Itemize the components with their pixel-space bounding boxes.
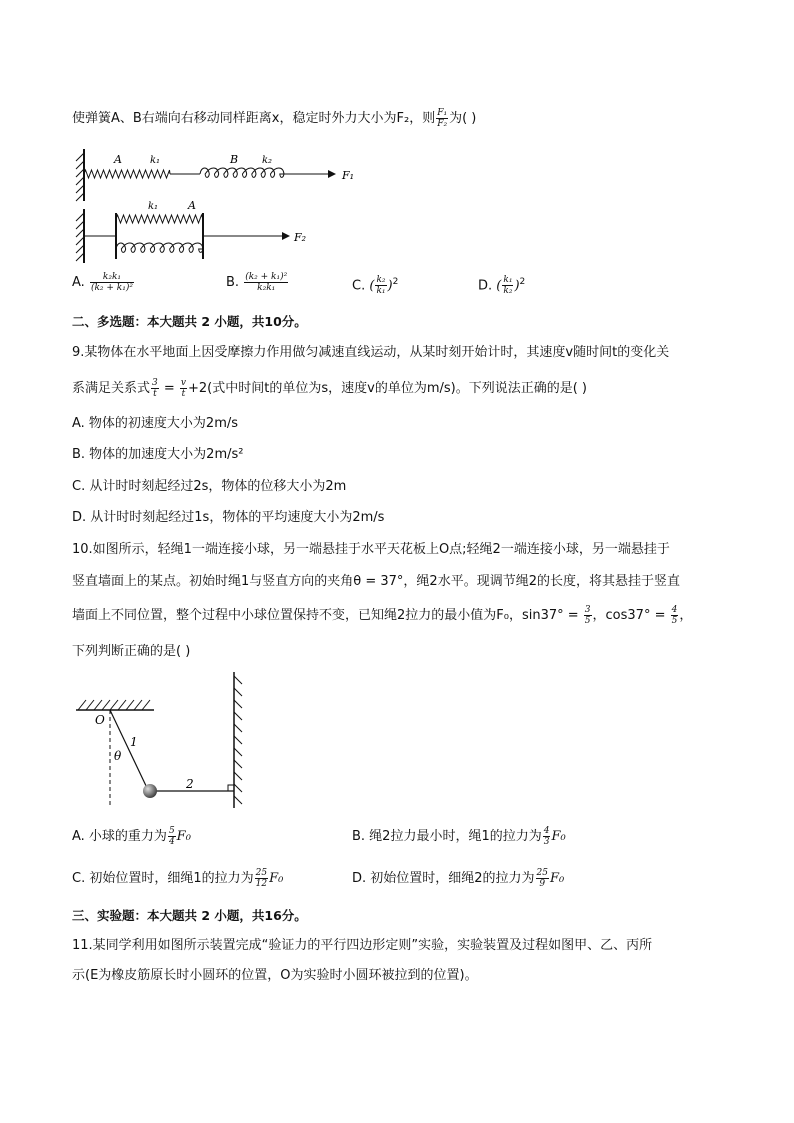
q8-option-d-power: 2 [519,277,526,287]
q10-option-c-text: C. 初始位置时，细绳1的拉力为 [72,871,254,886]
q8-option-c-num: k₂ [376,275,386,286]
q8-option-c-paren-open: ( [369,278,375,294]
q9-frac2-num: v [180,378,187,388]
q10-cos-frac [671,605,679,626]
q8-option-d-paren-close: ) [514,278,520,294]
q8-option-a-letter: A. [72,275,85,290]
q11-stem-line2: 示(E为橡皮筋原长时小圆环的位置，O为实验时小圆环被拉到的位置)。 [72,968,478,983]
q8-stem [72,108,476,129]
q10-option-b-text: B. 绳2拉力最小时，绳1的拉力为 [352,829,542,844]
q8-stem-tail: 为( ) [449,111,477,126]
q9-stem-prefix: 系满足关系式 [72,381,151,396]
q10-stem-line1: 10.如图所示，轻绳1一端连接小球，另一端悬挂于水平天花板上O点;轻绳2一端连接小球，另一端悬挂于 [72,542,670,557]
q8-option-d-letter: D. [478,278,493,294]
q10-option-b-num: 4 [543,826,550,836]
q9-option-d[interactable]: D. 从计时时刻起经过1s，物体的平均速度大小为2m/s [72,510,385,525]
q10-option-d-den: 9 [539,879,546,889]
q10-option-b[interactable] [352,826,566,847]
label-A-bottom: A [188,199,196,212]
q8-option-a-frac [90,272,134,293]
q9-frac-3-over-t [151,378,159,399]
q11-stem-line1: 11.某同学利用如图所示装置完成“验证力的平行四边形定则”实验，实验装置及过程如图甲、乙、丙所 [72,938,653,953]
q9-option-a[interactable]: A. 物体的初速度大小为2m/s [72,416,239,431]
q10-option-b-unit: F₀ [551,829,566,844]
q10-option-d[interactable] [352,868,564,889]
q10-option-c-den: 12 [255,879,268,889]
q8-spring-figure [70,145,370,265]
q8-stem-fraction [436,108,448,129]
label-k1-top: k₁ [150,155,161,166]
q10-pendulum-figure [70,668,260,813]
q9-stem-suffix: +2(式中时间t的单位为s，速度v的单位为m/s)。下列说法正确的是( ) [188,381,587,396]
q8-option-c-power: 2 [392,277,399,287]
q10-option-d-unit: F₀ [550,871,565,886]
q8-option-a-num: k₂k₁ [90,272,134,283]
q9-option-b[interactable]: B. 物体的加速度大小为2m/s² [72,447,244,462]
q9-option-c[interactable]: C. 从计时时刻起经过2s，物体的位移大小为2m [72,479,347,494]
q9-stem-line2 [72,378,587,399]
q8-option-d-num: k₁ [503,275,513,286]
q10-option-a[interactable] [72,826,191,847]
q8-option-a-den: (k₂ + k₁)² [90,283,133,293]
q10-sin-frac [584,605,592,626]
q10-option-a-num: 5 [168,826,175,836]
q10-option-a-text: A. 小球的重力为 [72,829,167,844]
q10-cos-den: 5 [671,616,678,626]
label-O: O [95,713,105,727]
q10-stem-line3-a: 墙面上不同位置，整个过程中小球位置保持不变，已知绳2拉力的最小值为F₀，sin37° = [72,608,583,623]
q10-option-d-num: 25 [536,868,548,878]
q8-option-d-paren-open: ( [496,278,502,294]
q10-sin-den: 5 [584,616,591,626]
label-rope1: 1 [130,735,138,749]
q8-stem-text: 使弹簧A、B右端向右移动同样距离x，稳定时外力大小为F₂，则 [72,111,436,126]
label-F2: F₂ [294,231,307,244]
q8-option-d[interactable] [478,272,525,296]
q10-option-a-den: 4 [168,837,175,847]
q10-option-c[interactable] [72,868,283,889]
q8-option-b[interactable] [226,272,289,293]
q8-option-b-den: k₂k₁ [257,283,276,293]
q9-frac2-den: t [181,389,186,399]
q8-option-c-den: k₁ [376,286,386,297]
label-B-top: B [230,153,239,166]
label-rope2: 2 [186,777,194,791]
q9-frac1-den: t [153,389,157,399]
label-theta: θ [114,749,122,763]
q8-option-d-frac [502,275,513,296]
q10-option-d-text: D. 初始位置时，细绳2的拉力为 [352,871,535,886]
q10-option-a-unit: F₀ [176,829,191,844]
label-k2-top: k₂ [262,155,273,166]
q10-option-b-frac [543,826,551,847]
q10-stem-line2: 竖直墙面上的某点。初始时绳1与竖直方向的夹角θ = 37°，绳2水平。现调节绳2的长度，将其悬挂于竖直 [72,574,680,589]
q10-stem-line3-c: ， [679,608,693,623]
q10-stem-line4: 下列判断正确的是( ) [72,644,191,659]
q8-option-b-letter: B. [226,275,240,290]
q8-option-b-num: (k₂ + k₁)² [245,272,288,282]
q9-frac1-num: 3 [152,378,158,388]
q10-stem-line3-b: ，cos37° = [592,608,670,623]
section-3-heading: 三、实验题：本大题共 2 小题，共16分。 [72,908,307,923]
q8-frac-num: F₁ [437,108,448,118]
q8-option-a[interactable] [72,272,135,293]
q10-sin-num: 3 [584,605,591,615]
q9-stem-line1: 9.某物体在水平地面上因受摩擦力作用做匀减速直线运动，从某时刻开始计时，其速度v随时间t的变化关 [72,345,670,360]
ball [143,784,157,798]
section-2-heading: 二、多选题：本大题共 2 小题，共10分。 [72,314,307,329]
q8-option-d-den: k₂ [503,286,513,297]
q10-option-d-frac [536,868,549,889]
q8-option-c-letter: C. [352,278,366,294]
label-k1-bottom: k₁ [148,201,159,212]
q10-option-c-num: 25 [255,868,268,878]
q10-option-c-unit: F₀ [269,871,284,886]
q8-option-b-frac [244,272,288,293]
q10-option-a-frac [168,826,176,847]
q8-frac-den: F₂ [437,119,448,129]
q9-frac-v-over-t [180,378,187,399]
label-A-top: A [114,153,122,166]
q10-option-c-frac [255,868,268,889]
q8-option-c-frac [375,275,386,296]
q10-option-b-den: 3 [543,837,550,847]
label-F1: F₁ [342,169,355,182]
q8-option-c-paren-close: ) [387,278,393,294]
q10-cos-num: 4 [671,605,678,615]
q8-option-c[interactable] [352,272,398,296]
q10-stem-line3 [72,605,692,626]
q9-equals: = [159,381,179,396]
